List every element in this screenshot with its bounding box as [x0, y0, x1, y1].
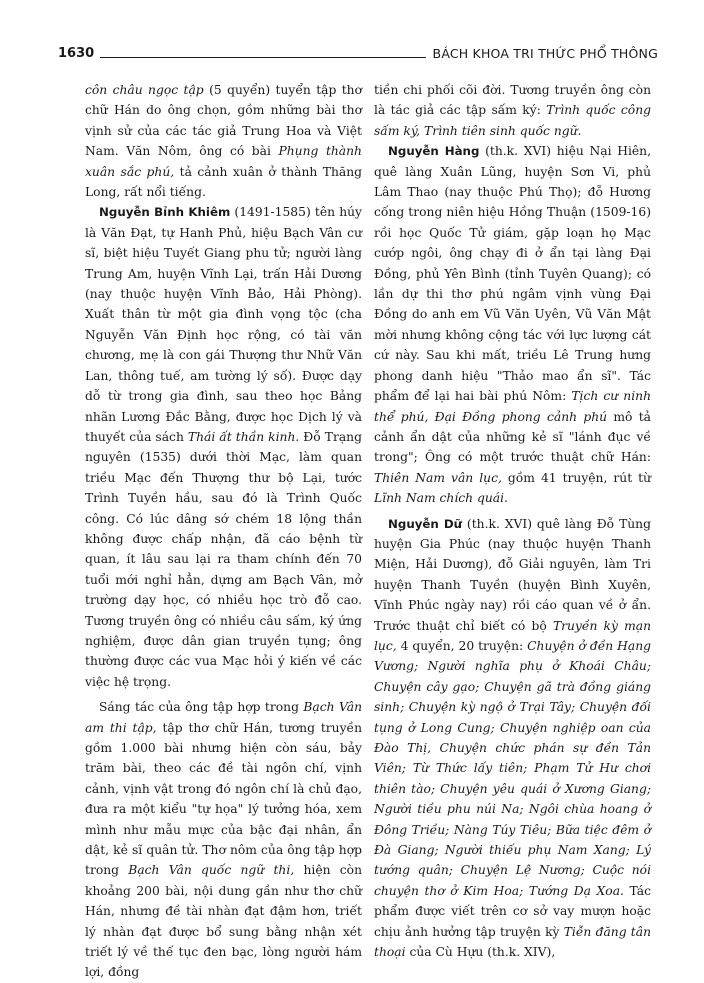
- work-title: Tiễn đăng tân thoại: [374, 924, 651, 960]
- paragraph-text: (th.k. XVI) hiệu Nại Hiên, quê làng Xuân Lũng, huyện Sơn Vi, phủ Lâm Thao (nay thuộc Phú Thọ); đỗ Hương cống trong niên hiệu Hồng Thuận (1509-16) rồi học Quốc Tử giám, gặp loạn họ Mạc cướp ngôi, ông chạy đi ở ẩn tại làng Đại Đồng, phủ Yên Bình (tỉnh Tuyên Quang); có lần dự thi thơ phú ngâm vịnh vùng Đại Đồng do anh em Vũ Văn Uyên, Vũ Văn Mật mời nhưng không cộng tác với lực lượng cát cứ này. Sau khi mất, triều Lê Trung hưng phong danh hiệu "Thảo mao ẩn sĩ". Tác phẩm để lại hai bài phú Nôm:: [374, 144, 651, 404]
- work-titles-list: Chuyện ở đền Hạng Vương; Người nghĩa phụ ở Khoái Châu; Chuyện cây gạo; Chuyện gã trà đồng giáng sinh; Chuyện kỳ ngộ ở Trại Tây; Chuyện đối tụng ở Long Cung; Chuyện nghiệp oan của Đào Thị, Chuyện chức phán sự đền Tản Viên; Từ Thức lấy tiên; Phạm Tử Hư chơi thiên tào; Chuyện yêu quái ở Xương Giang; Người tiều phu núi Na; Ngôi chùa hoang ở Đông Triều; Nàng Túy Tiêu; Bữa tiệc đêm ở Đà Giang; Người thiếu phụ Nam Xang; Lý tướng quân; Chuyện Lệ Nương; Cuộc nói chuyện thơ ở Kim Hoa; Tướng Dạ Xoa.: [374, 638, 651, 898]
- work-title: côn châu ngọc tập: [85, 83, 204, 97]
- work-title: Thái ất thần kinh.: [187, 429, 300, 444]
- paragraph-text: tiền chi phối cõi đời. Tương truyền ông còn là tác giả các tập sấm ký:: [374, 83, 651, 118]
- page-header: [58, 42, 658, 68]
- paragraph-text: hiện còn khoảng 200 bài, nội dung gần như thơ chữ Hán, nhưng đề tài nhàn đạt đậm hơn, triết lý nhàn đạt được bổ sung bằng nhận xét triết lý về thế tục đen bạc, lòng người hám lợi, đồng: [85, 863, 362, 980]
- work-title: Phụng thành xuân sắc phú,: [85, 144, 362, 179]
- work-title: Bạch Vân am thi tập,: [85, 700, 362, 735]
- work-title: Lĩnh Nam chích quái.: [374, 491, 508, 506]
- author-name: Nguyễn Bỉnh Khiêm: [99, 205, 231, 220]
- paragraph-text: 4 quyển, 20 truyện:: [396, 638, 528, 653]
- paragraph-text: của Cù Hựu (th.k. XIV),: [405, 945, 556, 960]
- paragraph-text: (1491-1585) tên húy là Văn Đạt, tự Hanh Phủ, hiệu Bạch Vân cư sĩ, biệt hiệu Tuyết Giang phu tử; người làng Trung Am, huyện Vĩnh Lại, trấn Hải Dương (nay thuộc huyện Vĩnh Bảo, Hải Phòng). Xuất thân từ một gia đình vọng tộc (cha Nguyễn Văn Định học rộng, có tài văn chương, mẹ là con gái Thượng thư Nhữ Văn Lan, thông tuế, am tường lý số). Được dạy dỗ từ trong gia đình, sau theo học Bảng nhãn Lương Đắc Bằng, được học Dịch lý và thuyết của sách: [85, 205, 362, 444]
- paragraph-continuation: [85, 80, 362, 202]
- work-title: Trình quốc công sấm ký, Trình tiên sinh quốc ngữ.: [374, 103, 651, 138]
- paragraph-nguyen-du: [374, 514, 651, 963]
- paragraph-text: (5 quyển) tuyển tập thơ chữ Hán do ông chọn, gồm những bài thơ vịnh sử của các tác giả Trung Hoa và Việt Nam. Văn Nôm, ông có bài: [85, 83, 362, 159]
- work-title: Thiên Nam vân lục,: [374, 470, 502, 485]
- book-title: BÁCH KHOA TRI THỨC PHỔ THÔNG: [432, 46, 658, 61]
- paragraph-text: mô tả cảnh ẩn dật của những kẻ sĩ "lánh đục về trong"; Ông có một trước thuật chữ Hán:: [374, 409, 652, 465]
- paragraph-text: gồm 41 truyện, rút từ: [501, 470, 652, 485]
- paragraph-text: (th.k. XVI) quê làng Đỗ Tùng huyện Gia Phúc (nay thuộc huyện Thanh Miện, Hải Dương), đỗ Giải nguyên, làm Tri huyện Thanh Tuyền (huyện Bình Xuyên, Vĩnh Phúc ngày nay) rồi cáo quan về ở ẩn. Trước thuật chỉ biết có bộ: [374, 516, 651, 633]
- right-column: [374, 80, 651, 962]
- work-title: Bạch Vân quốc ngữ thi,: [128, 863, 295, 878]
- paragraph-nguyen-hang: [374, 141, 651, 508]
- paragraph-nguyen-binh-khiem: [85, 202, 362, 692]
- author-name: Nguyễn Dữ: [388, 516, 463, 531]
- left-column: [85, 80, 362, 983]
- header-rule: [100, 57, 426, 58]
- page-number: 1630: [58, 46, 95, 61]
- paragraph-text: tập thơ chữ Hán, tương truyền gồm 1.000 bài nhưng hiện còn sáu, bảy trăm bài, theo các đề tài ngôn chí, vịnh cảnh, vịnh vật trong đó ngôn chí là chủ đạo, đưa ra một kiểu "tự họa" lý tưởng hóa, xem mình như mẫu mực của bậc đại nhân, ẩn dật, kẻ sĩ quân tử. Thơ nôm của ông tập hợp trong: [85, 720, 362, 878]
- paragraph-text: Sáng tác của ông tập hợp trong: [99, 700, 304, 715]
- paragraph-continuation: [374, 80, 651, 141]
- paragraph-text: Đỗ Trạng nguyên (1535) dưới thời Mạc, làm quan triều Mạc đến Thượng thư bộ Lại, tước Trình Tuyền hầu, sau đó là Trình Quốc công. Có lúc dâng sớ chém 18 lộng thần không được chấp nhận, đã cáo bệnh từ quan, ít lâu sau lại ra tham chính đến 70 tuổi mới nghỉ hẳn, dựng am Bạch Vân, mở trường dạy học, có nhiều học trò đỗ cao. Tương truyền ông có nhiều câu sấm, ký ứng nghiệm, được dân gian truyền tụng; ông thường được các vua Mạc hỏi ý kiến về các việc hệ trọng.: [85, 429, 362, 689]
- paragraph-text: Tác phẩm được viết trên cơ sở vay mượn hoặc chịu ảnh hưởng tập truyện kỳ: [374, 883, 652, 939]
- work-title: Truyền kỳ mạn lục,: [374, 618, 652, 653]
- paragraph-text: tả cảnh xuân ở thành Thăng Long, rất nổi tiếng.: [85, 164, 362, 200]
- paragraph-works: [85, 697, 362, 983]
- author-name: Nguyễn Hàng: [388, 144, 480, 159]
- work-title: Tịch cư ninh thể phú, Đại Đồng phong cảnh phú: [374, 389, 651, 424]
